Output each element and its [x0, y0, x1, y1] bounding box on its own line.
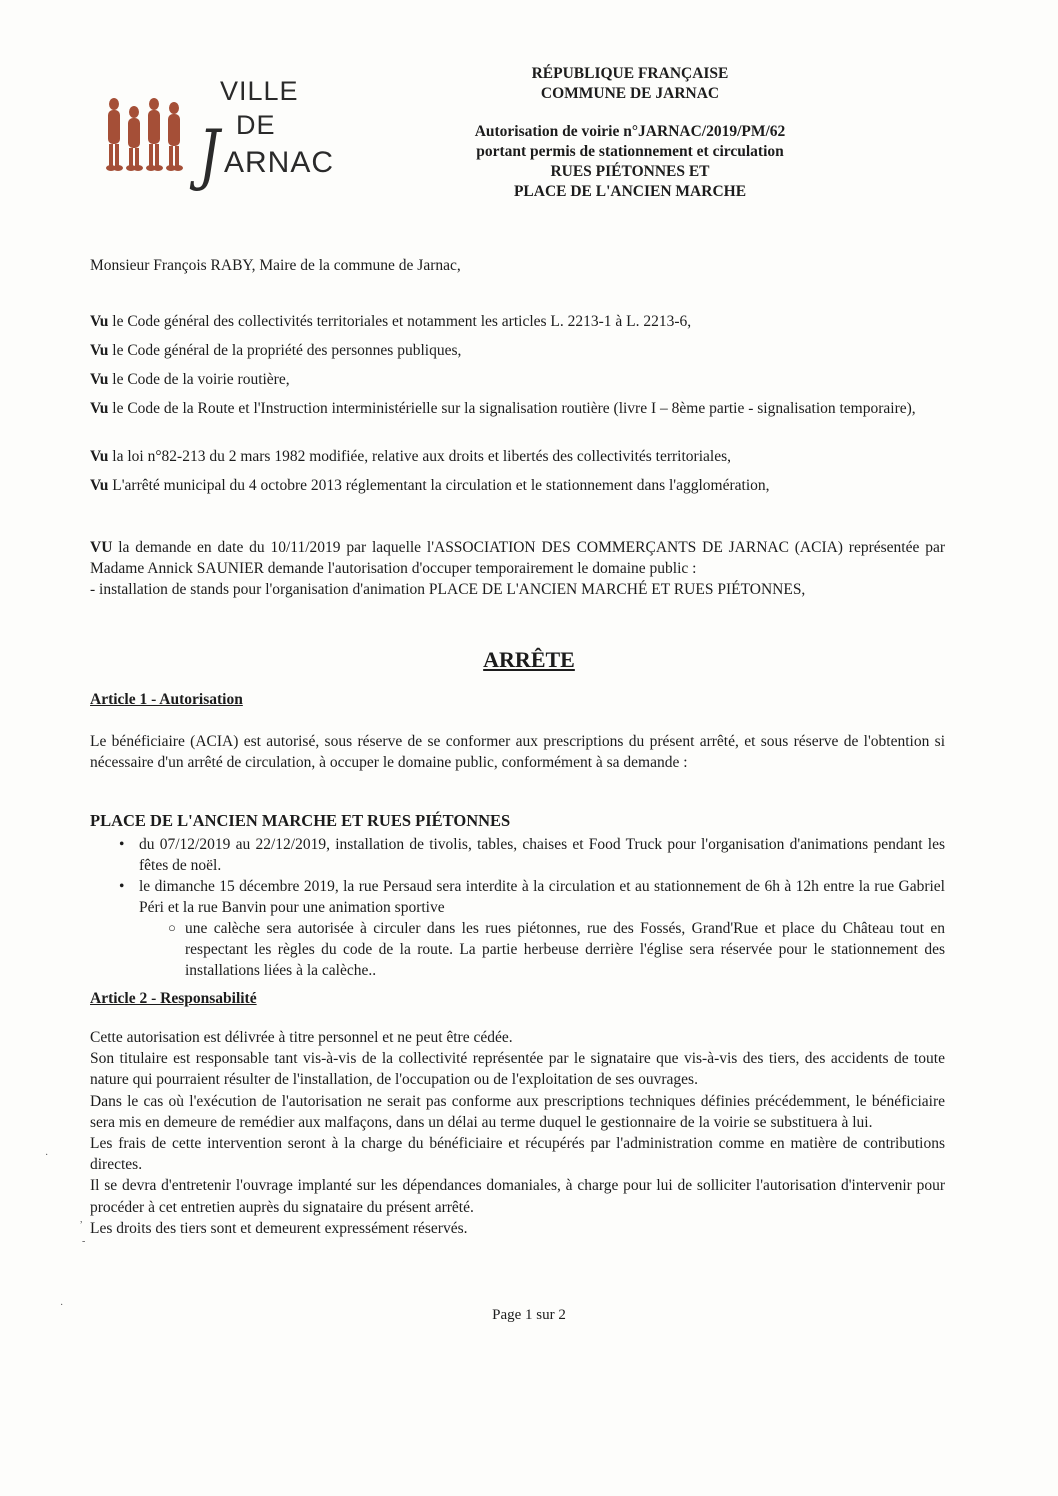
scan-speck: - [82, 1236, 86, 1247]
logo-word-ville: VILLE [220, 76, 299, 106]
vu-item: Vu le Code de la voirie routière, [90, 371, 290, 388]
scan-speck: , [80, 1214, 83, 1225]
bullet-icon: • [119, 878, 125, 895]
vu-item: Vu le Code général des collectivités territoriales et notamment les articles L. 2213-1 à L. 2213-6, [90, 313, 692, 330]
header-commune: COMMUNE DE JARNAC [540, 85, 720, 102]
circle-bullet-icon: ○ [168, 920, 176, 935]
article-2-title: Article 2 - Responsabilité [90, 990, 257, 1007]
article-1-title: Article 1 - Autorisation [90, 691, 243, 708]
header-authorization-number: Autorisation de voirie n°JARNAC/2019/PM/62 [474, 123, 786, 140]
article-2-paragraph: Cette autorisation est délivrée à titre personnel et ne peut être cédée. [90, 1029, 513, 1046]
page-number: Page 1 sur 2 [492, 1307, 566, 1323]
logo-word-de: DE [236, 110, 276, 140]
scan-speck: · [60, 1300, 64, 1311]
bullet-icon: • [119, 836, 125, 853]
vu-item: Vu le Code général de la propriété des personnes publiques, [90, 342, 462, 359]
article-2-paragraph: Les frais de cette intervention seront à la charge du bénéficiaire et récupérés par l'administration comme en matière de contributions directes. [90, 1135, 945, 1174]
header-republique: RÉPUBLIQUE FRANÇAISE [531, 65, 729, 82]
logo-figures-icon [100, 94, 190, 174]
list-item: • du 07/12/2019 au 22/12/2019, installation de tivolis, tables, chaises et Food Truck pour l'organisation d'animations pendant les fêtes de noël. [119, 836, 945, 874]
scan-speck: · [45, 1150, 49, 1161]
document-header [420, 64, 840, 202]
article-1-body: Le bénéficiaire (ACIA) est autorisé, sous réserve de se conformer aux prescriptions du présent arrêté, et sous réserve de l'obtention si nécessaire d'un arrêté de circulation, à occuper le domaine public, conformément à sa demande : [90, 733, 945, 771]
mayor-intro: Monsieur François RABY, Maire de la commune de Jarnac, [90, 257, 461, 274]
header-location-2: PLACE DE L'ANCIEN MARCHE [513, 183, 747, 200]
article-2-paragraph: Il se devra d'entretenir l'ouvrage implanté sur les dépendances domaniales, à charge pour lui de solliciter l'autorisation d'intervenir pour procéder à cet entretien auprès du signataire du présent arrêté. [90, 1177, 945, 1216]
vu-item: Vu la loi n°82-213 du 2 mars 1982 modifiée, relative aux droits et libertés des collectivités territoriales, [90, 448, 731, 465]
vu-item: Vu le Code de la Route et l'Instruction interministérielle sur la signalisation routière (livre I – 8ème partie - signalisation temporaire), [90, 400, 916, 417]
place-section-title: PLACE DE L'ANCIEN MARCHE ET RUES PIÉTONNES [90, 811, 511, 830]
header-location-1: RUES PIÉTONNES ET [550, 163, 710, 180]
list-item: • le dimanche 15 décembre 2019, la rue Persaud sera interdite à la circulation et au stationnement de 6h à 12h entre la rue Gabriel Péri et la rue Banvin pour une animation sportive [119, 878, 945, 916]
arrete-heading: ARRÊTE [483, 647, 575, 672]
vu-demande: VU la demande en date du 10/11/2019 par laquelle l'ASSOCIATION DES COMMERÇANTS DE JARNAC (ACIA) représentée par Madame Annick SAUNIER demande l'autorisation d'occuper temporairement le domaine public : - installation de stands pour l'organisation d'animation PLACE DE L'ANCIEN MARCHÉ ET RUES PIÉTONNES, [90, 539, 945, 598]
article-1-bullets [119, 834, 945, 981]
article-2-paragraph: Son titulaire est responsable tant vis-à-vis de la collectivité représentée par le signataire que vis-à-vis des tiers, des accidents de toute nature qui pourraient résulter de l'installation, de l'occupation ou de l'exploitation de ses ouvrages. [90, 1050, 945, 1089]
vu-item: Vu L'arrêté municipal du 4 octobre 2013 réglementant la circulation et le stationnement dans l'agglomération, [90, 477, 770, 494]
logo-initial-j: J [198, 116, 220, 193]
header-permit-type: portant permis de stationnement et circulation [476, 143, 784, 160]
article-2-paragraph: Dans le cas où l'exécution de l'autorisation ne serait pas conforme aux prescriptions techniques définies précédemment, le bénéficiaire sera mis en demeure de remédier aux malfaçons, dans un délai au terme duquel le gestionnaire de la voirie se substituera à lui. [90, 1092, 945, 1131]
ville-de-jarnac-logo [100, 72, 350, 192]
list-item-sub: ○ une calèche sera autorisée à circuler dans les rues piétonnes, rue des Fossés, Grand'Rue et place du Château tout en respectant les règles du code de la route. La partie herbeuse derrière l'église sera réservée pour le stationnement des installations liées à la calèche.. [185, 918, 945, 981]
article-2-body [90, 1027, 945, 1239]
vu-demande-detail: - installation de stands pour l'organisation d'animation PLACE DE L'ANCIEN MARCHÉ ET RUES PIÉTONNES, [90, 581, 806, 598]
logo-word-arnac: ARNAC [224, 146, 335, 179]
article-2-paragraph: Les droits des tiers sont et demeurent expressément réservés. [90, 1219, 468, 1237]
